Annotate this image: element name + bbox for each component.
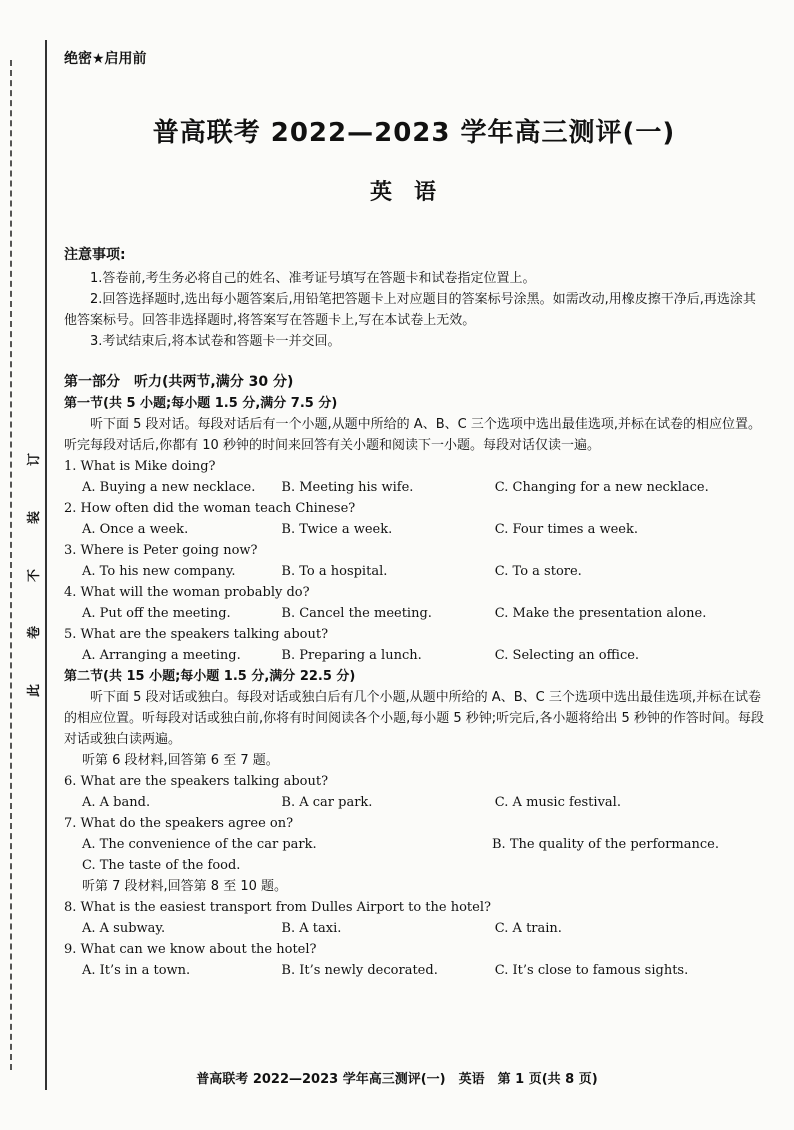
question-options: [64, 960, 764, 981]
option-c: C. A music festival.: [494, 795, 621, 810]
option-b: B. Cancel the meeting.: [281, 606, 432, 621]
option-b: B. Meeting his wife.: [281, 480, 414, 495]
notice-item: 3.考试结束后,将本试卷和答题卡一并交回。: [90, 334, 341, 349]
binding-char: 装: [27, 510, 43, 524]
question-stem: 9. What can we know about the hotel?: [64, 942, 317, 957]
question: [64, 582, 764, 624]
question: [64, 939, 764, 981]
option-b: B. Preparing a lunch.: [281, 648, 422, 663]
question: [64, 498, 764, 540]
material-note: 听第 6 段材料,回答第 6 至 7 题。: [82, 753, 279, 768]
question: [64, 540, 764, 582]
subject-title: 英语: [369, 180, 458, 205]
option-c: C. The taste of the food.: [82, 858, 241, 873]
option-c: C. Selecting an office.: [494, 648, 640, 663]
question: [64, 813, 764, 876]
question-options: [64, 792, 764, 813]
binding-char: 此: [27, 683, 43, 698]
question-stem: 1. What is Mike doing?: [64, 459, 216, 474]
option-a: A. Once a week.: [82, 522, 189, 537]
option-c: C. To a store.: [494, 564, 582, 579]
option-c: C. Four times a week.: [494, 522, 639, 537]
option-a: A. A subway.: [82, 921, 166, 936]
option-c: C. Changing for a new necklace.: [494, 480, 709, 495]
question-options: [64, 519, 764, 540]
question-options: [64, 477, 764, 498]
secret-label: 绝密★启用前: [64, 51, 147, 67]
question-stem: 7. What do the speakers agree on?: [64, 816, 294, 831]
question-stem: 5. What are the speakers talking about?: [64, 627, 329, 642]
question-stem: 2. How often did the woman teach Chinese?: [64, 501, 356, 516]
option-c: C. Make the presentation alone.: [494, 606, 707, 621]
section-instruction: 听下面 5 段对话或独白。每段对话或独白后有几个小题,从题中所给的 A、B、C 三个选项中选出最佳选项,并标在试卷的相应位置。听每段对话或独白前,你将有时间阅读各个小题,每小题 5 秒钟;听完后,各小题将给出 5 秒钟的作答时间。每段对话或独白读两遍。: [64, 690, 764, 747]
page-footer: 普高联考 2022—2023 学年高三测评(一) 英语 第 1 页(共 8 页): [196, 1072, 598, 1087]
question-options: [64, 834, 764, 855]
material-note: 听第 7 段材料,回答第 8 至 10 题。: [82, 879, 288, 894]
notice-heading: 注意事项:: [64, 247, 126, 263]
option-a: A. To his new company.: [82, 564, 236, 579]
question: [64, 771, 764, 813]
question: [64, 624, 764, 666]
question-options: [64, 603, 764, 624]
option-a: A. A band.: [82, 795, 151, 810]
option-a: A. The convenience of the car park.: [82, 837, 317, 852]
option-a: A. It’s in a town.: [82, 963, 191, 978]
question-options: [64, 645, 764, 666]
binding-margin-text: [22, 450, 44, 700]
notice-item: 1.答卷前,考生务必将自己的姓名、准考证号填写在答题卡和试卷指定位置上。: [90, 271, 536, 286]
option-c: C. A train.: [494, 921, 562, 936]
question-stem: 8. What is the easiest transport from Dulles Airport to the hotel?: [64, 900, 491, 915]
question-stem: 4. What will the woman probably do?: [64, 585, 310, 600]
question-options: [64, 918, 764, 939]
option-b: B. To a hospital.: [281, 564, 388, 579]
section-heading: 第二节(共 15 小题;每小题 1.5 分,满分 22.5 分): [64, 669, 356, 684]
question-options: [64, 855, 764, 876]
option-b: B. Twice a week.: [281, 522, 393, 537]
question: [64, 456, 764, 498]
notice-block: [64, 244, 764, 352]
cut-line: [10, 60, 12, 1070]
binding-char: 订: [27, 452, 43, 467]
option-a: A. Buying a new necklace.: [82, 480, 256, 495]
option-a: A. Put off the meeting.: [82, 606, 231, 621]
option-b: B. A taxi.: [281, 921, 342, 936]
option-b: B. The quality of the performance.: [492, 837, 719, 852]
question-stem: 6. What are the speakers talking about?: [64, 774, 329, 789]
option-c: C. It’s close to famous sights.: [494, 963, 689, 978]
notice-item: 2.回答选择题时,选出每小题答案后,用铅笔把答题卡上对应题目的答案标号涂黑。如需改动,用橡皮擦干净后,再选涂其他答案标号。回答非选择题时,将答案写在答题卡上,写在本试卷上无效。: [64, 292, 756, 328]
option-a: A. Arranging a meeting.: [82, 648, 241, 663]
question-stem: 3. Where is Peter going now?: [64, 543, 258, 558]
part-heading: 第一部分 听力(共两节,满分 30 分): [64, 374, 294, 390]
section-instruction: 听下面 5 段对话。每段对话后有一个小题,从题中所给的 A、B、C 三个选项中选出最佳选项,并标在试卷的相应位置。听完每段对话后,你都有 10 秒钟的时间来回答有关小题和阅读下一小题。每段对话仅读一遍。: [64, 417, 761, 453]
binding-char: 不: [27, 568, 43, 582]
question: [64, 897, 764, 939]
binding-line: [45, 40, 47, 1090]
section-heading: 第一节(共 5 小题;每小题 1.5 分,满分 7.5 分): [64, 396, 338, 411]
exam-title: 普高联考 2022—2023 学年高三测评(一): [152, 118, 676, 148]
binding-char: 卷: [27, 626, 43, 640]
option-b: B. It’s newly decorated.: [281, 963, 438, 978]
question-options: [64, 561, 764, 582]
page-content: [64, 48, 764, 981]
option-b: B. A car park.: [281, 795, 373, 810]
